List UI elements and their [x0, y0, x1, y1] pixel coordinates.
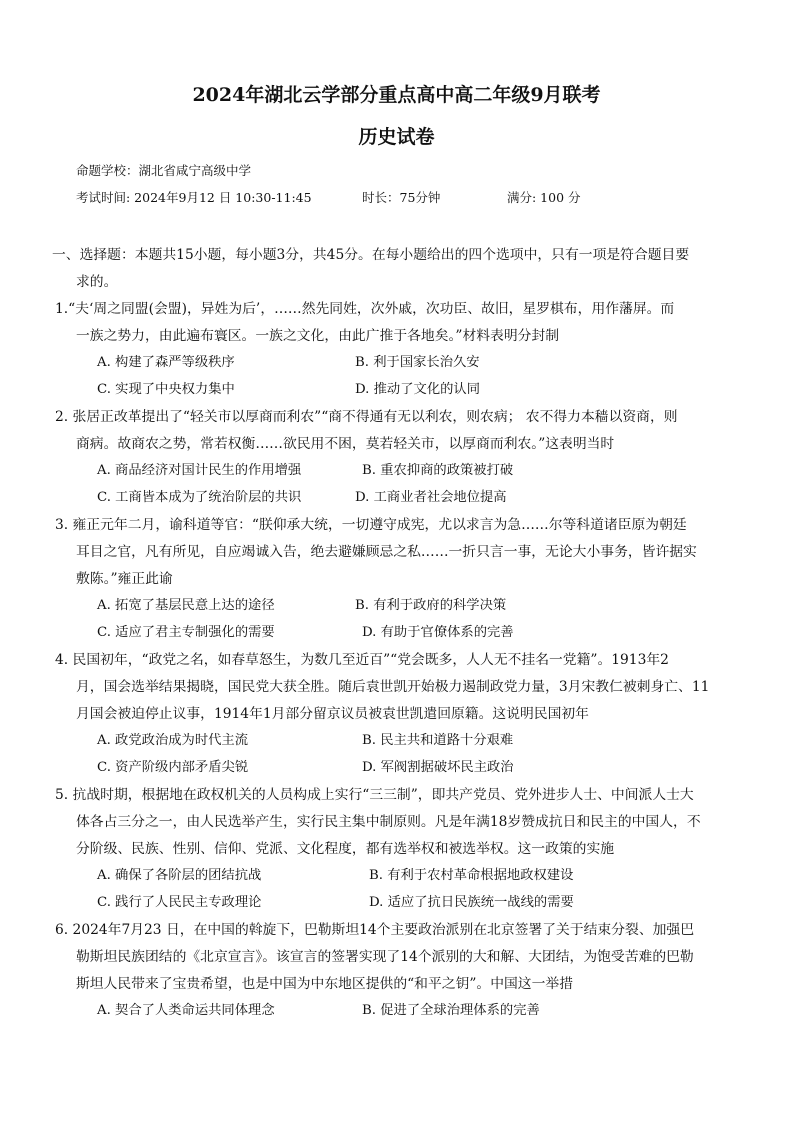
question-1-option-a: A. 构建了森严等级秩序 [97, 355, 235, 370]
question-1-option-b: B. 利于国家长治久安 [355, 355, 480, 370]
question-6-option-b: B. 促进了全球治理体系的完善 [362, 1003, 540, 1018]
question-5-line1: 5. 抗战时期，根据地在政权机关的人员构成上实行“三三制”，即共产党员、党外进步人士、中间派人士大 [55, 787, 694, 803]
question-4-option-b: B. 民主共和道路十分艰难 [362, 733, 514, 748]
question-4-option-c: C. 资产阶级内部矛盾尖锐 [97, 760, 249, 775]
question-1-option-d: D. 推动了文化的认同 [355, 382, 481, 397]
subject-title: 历史试卷 [358, 126, 435, 148]
question-3-option-d: D. 有助于官僚体系的完善 [362, 625, 514, 640]
question-2-option-b: B. 重农抑商的政策被打破 [362, 463, 514, 478]
question-1-line1: 1.“夫‘周之同盟(会盟)，异姓为后’，……然先同姓，次外戚，次功臣、故旧，星罗棋布，用作藩屏。而 [55, 301, 675, 317]
question-3-line1: 3. 雍正元年二月，谕科道等官：“朕仰承大统，一切遵守成宪，尤以求言为急……尔等科道诸臣原为朝廷 [55, 517, 687, 533]
question-2-option-a: A. 商品经济对国计民生的作用增强 [97, 463, 302, 478]
setter-school: 命题学校：湖北省咸宁高级中学 [76, 163, 252, 178]
question-5-option-b: B. 有利于农村革命根据地政权建设 [369, 868, 574, 883]
question-3-option-b: B. 有利于政府的科学决策 [355, 598, 507, 613]
question-2-option-c: C. 工商皆本成为了统治阶层的共识 [97, 490, 302, 505]
question-1-option-c: C. 实现了中央权力集中 [97, 382, 235, 397]
question-4-option-a: A. 政党政治成为时代主流 [97, 733, 249, 748]
question-4-line2: 月，国会选举结果揭晓，国民党大获全胜。随后袁世凯开始极力遏制政党力量，3月宋教仁被刺身亡、11 [76, 679, 710, 695]
question-6-line3: 斯坦人民带来了宝贵希望，也是中国为中东地区提供的“和平之钥”。中国这一举措 [76, 976, 573, 992]
question-3-option-c: C. 适应了君主专制强化的需要 [97, 625, 275, 640]
exam-title: 2024年湖北云学部分重点高中高二年级9月联考 [192, 84, 601, 106]
section-heading-line2: 求的。 [76, 274, 118, 290]
question-5-option-c: C. 践行了人民民主专政理论 [97, 895, 262, 910]
question-3-line3: 敷陈。”雍正此谕 [76, 571, 173, 587]
question-5-line2: 体各占三分之一，由人民选举产生，实行民主集中制原则。凡是年满18岁赞成抗日和民主的中国人，不 [76, 814, 701, 830]
full-score: 满分: 100 分 [507, 190, 581, 205]
question-5-line3: 分阶级、民族、性别、信仰、党派、文化程度，都有选举权和被选举权。这一政策的实施 [76, 841, 615, 857]
question-3-option-a: A. 拓宽了基层民意上达的途径 [97, 598, 275, 613]
question-4-line1: 4. 民国初年，“政党之名，如春草怒生，为数几至近百”“党会既多，人人无不挂名一党籍”。1913年2 [55, 652, 669, 668]
question-3-line2: 耳目之官，凡有所见，自应竭诚入告，绝去避嫌顾忌之私……一折只言一事，无论大小事务，皆许据实 [76, 544, 697, 560]
question-2-line1: 2. 张居正改革提出了“轻关市以厚商而利农”“商不得通有无以利农，则农病； 农不得力本穑以资商，则 [55, 409, 678, 425]
question-4-option-d: D. 军阀割据破坏民主政治 [362, 760, 514, 775]
question-2-line2: 商病。故商农之势，常若权衡……欲民用不困，莫若轻关市，以厚商而利农。”这表明当时 [76, 436, 615, 452]
question-5-option-a: A. 确保了各阶层的团结抗战 [97, 868, 262, 883]
question-5-option-d: D. 适应了抗日民族统一战线的需要 [369, 895, 574, 910]
question-6-option-a: A. 契合了人类命运共同体理念 [97, 1003, 275, 1018]
question-6-line2: 勒斯坦民族团结的《北京宣言》。该宣言的签署实现了14个派别的大和解、大团结，为饱受苦难的巴勒 [76, 949, 694, 965]
exam-duration: 时长：75分钟 [362, 190, 441, 205]
question-4-line3: 月国会被迫停止议事，1914年1月部分留京议员被袁世凯遣回原籍。这说明民国初年 [76, 706, 589, 722]
question-2-option-d: D. 工商业者社会地位提高 [355, 490, 507, 505]
question-6-line1: 6. 2024年7月23 日，在中国的斡旋下，巴勒斯坦14个主要政治派别在北京签署了关于结束分裂、加强巴 [55, 922, 695, 938]
section-heading-line1: 一、选择题：本题共15小题，每小题3分，共45分。在每小题给出的四个选项中，只有一项是符合题目要 [52, 247, 690, 263]
question-1-line2: 一族之势力，由此遍布寰区。一族之文化，由此广推于各地矣。”材料表明分封制 [76, 328, 560, 344]
exam-time: 考试时间: 2024年9月12 日 10:30-11:45 [76, 190, 312, 205]
